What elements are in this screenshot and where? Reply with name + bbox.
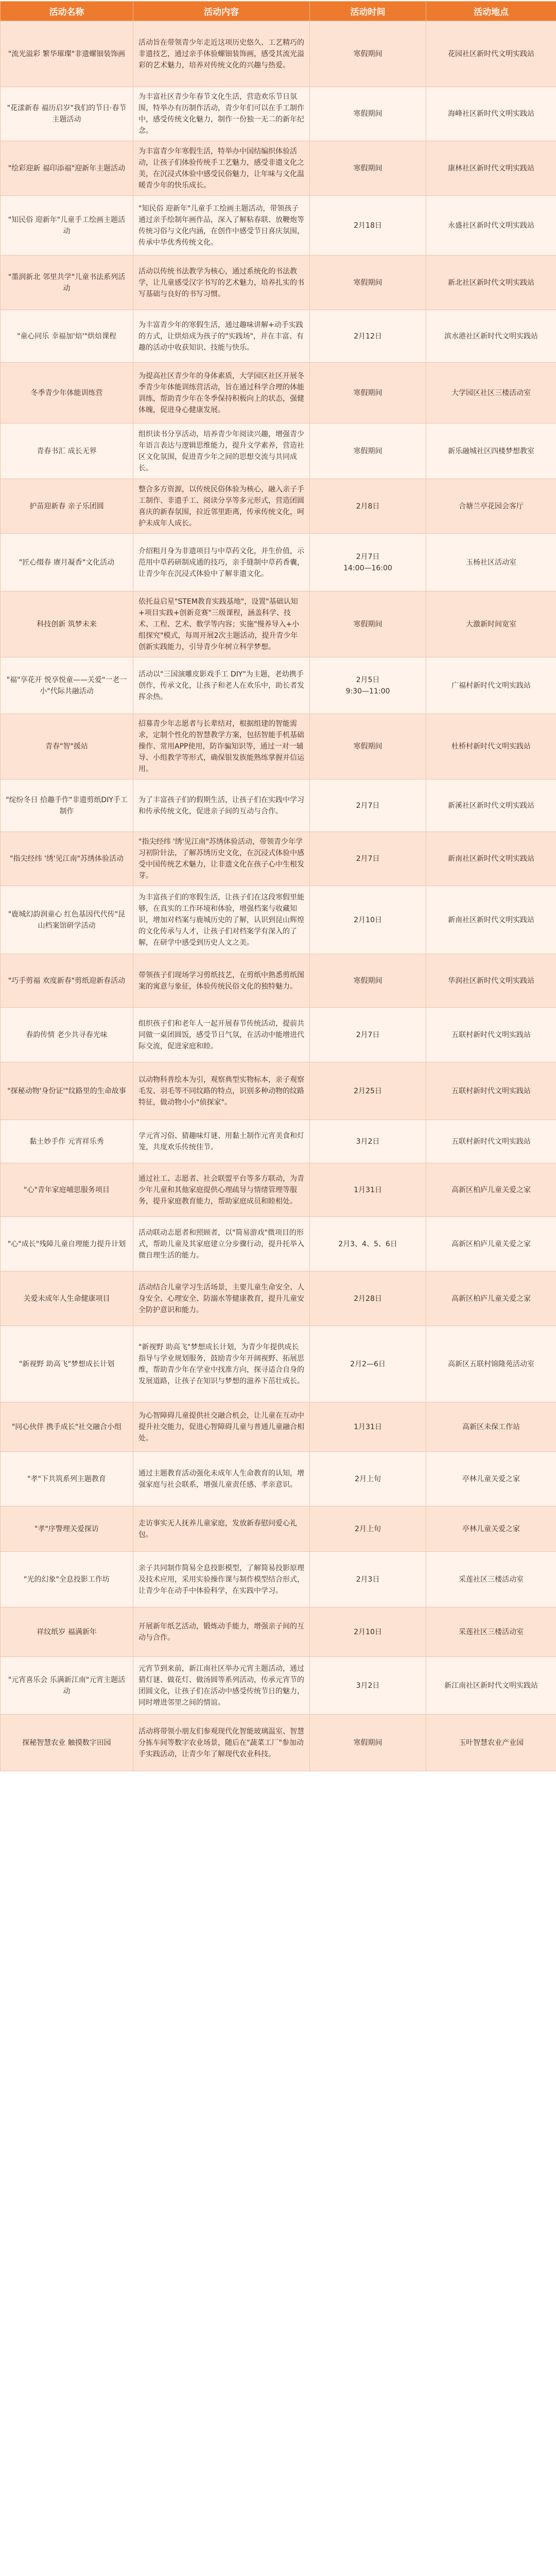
activity-place-cell: 花园社区新时代文明实践站 [426,21,556,87]
activity-time-cell: 2月上旬 [310,1452,426,1506]
activity-name-cell: "流光溢彩 繁华璀璨"非遗螺钿装饰画 [1,21,133,87]
table-row [1,954,556,1008]
table-row [1,363,556,423]
activity-place-cell: 新南社区新时代文明实践站 [426,886,556,954]
activity-name-cell: 探秘智慧农业 触摸数字田园 [1,1715,133,1771]
activity-time-cell: 2月18日 [310,196,426,256]
table-row [1,1452,556,1506]
activity-place-cell: 永盛社区新时代文明实践站 [426,196,556,256]
activity-time-cell: 2月7日 14:00—16:00 [310,534,426,591]
activity-content-cell: 元宵节到来前，新江南社区举办元宵主题活动，通过猜灯谜、做花灯、做汤圆等系列活动，传承元宵节的团圆文化，让孩子们在活动中感受传统节日的魅力，同时增进邻里之间的情谊。 [133,1657,310,1715]
activity-time-cell: 2月28日 [310,1272,426,1326]
activity-place-cell: 新溪社区新时代文明实践站 [426,779,556,832]
activity-name-cell: "巧手剪福 欢度新春"剪纸迎新春活动 [1,954,133,1008]
table-row [1,1062,556,1120]
table-row [1,1715,556,1771]
activity-name-cell: "花漾新春 福历启岁"我们的节日·春节主题活动 [1,87,133,141]
activity-time-cell: 3月2日 [310,1120,426,1163]
activity-time-cell: 寒假期间 [310,954,426,1008]
activity-content-cell: 以动物科普绘本为引，观察典型实物标本，亲子观察毛发、羽毛等不同纹路的特点，识别多种动物的纹路特征，做动物小小"侦探家"。 [133,1062,310,1120]
activity-place-cell: 玉叶智慧农业产业园 [426,1715,556,1771]
activity-content-cell: 活动联动志愿者和照顾者，以"简易游戏"微项目的形式，帮助儿童及其家庭建立分步骤行动，提升托举入微自理生活的能力。 [133,1217,310,1272]
activity-content-cell: 为丰富青少年寒假生活，特举办中国结编织体验活动，让孩子们体验传统手工艺魅力，感受非遗文化之美，在沉浸式体验中感受民俗魅力，让年味与文化温暖青少年的快乐成长。 [133,141,310,196]
activity-name-cell: "孝"序警理关爱探访 [1,1506,133,1552]
activity-name-cell: "心"成长"残障儿童自理能力提升计划 [1,1217,133,1272]
table-row [1,21,556,87]
table-row [1,479,556,534]
table-row [1,1008,556,1062]
activity-name-cell: "童心同乐 幸福加'焙'"烘焙课程 [1,310,133,363]
table-row [1,714,556,779]
activity-time-cell: 2月3、4、5、6日 [310,1217,426,1272]
activity-time-cell: 寒假期间 [310,256,426,310]
table-row [1,310,556,363]
activity-content-cell: 带领孩子们现场学习剪纸技艺，在剪纸中熟悉剪纸图案的寓意与象征，体验传统民俗文化的独特魅力。 [133,954,310,1008]
table-row [1,1607,556,1657]
activity-time-cell: 2月10日 [310,886,426,954]
activity-place-cell: 大学园区社区三楼活动室 [426,363,556,423]
activity-time-cell: 1月31日 [310,1402,426,1452]
activity-time-cell: 寒假期间 [310,591,426,657]
activity-name-cell: "新视野 助高飞"梦想成长计划 [1,1326,133,1402]
activity-content-cell: 整合多方资源，以传统民俗体验为核心，融入亲子手工制作、非遗手工、阅读分享等多元形式，营造团圆喜庆的新春氛围，拉近邻里距离，传承传统文化，呵护未成年人成长。 [133,479,310,534]
activity-time-cell: 2月10日 [310,1607,426,1657]
activity-place-cell: 康林社区新时代文明实践站 [426,141,556,196]
activity-content-cell: 活动将带领小朋友们参观现代化智能玻璃温室、智慧分拣车间等数字农业场景，随后在"蔬菜工厂"参加动手实践活动，让青少年了解现代农业科技。 [133,1715,310,1771]
activity-place-cell: 华润社区新时代文明实践站 [426,954,556,1008]
activity-time-cell: 1月31日 [310,1163,426,1217]
activity-time-cell: 寒假期间 [310,141,426,196]
activity-name-cell: "同心伙伴 携手成长"社交融合小组 [1,1402,133,1452]
activity-place-cell: 新江南社区新时代文明实践站 [426,1657,556,1715]
table-row [1,1217,556,1272]
activity-place-cell: 新北社区新时代文明实践站 [426,256,556,310]
activity-content-cell: 学元宵习俗、猜趣味灯谜、用黏土制作元宵美食和灯笼，共度欢乐传统佳节。 [133,1120,310,1163]
activity-content-cell: 招募青少年志愿者与长辈结对，根据组建的智能需求，定制个性化的智慧教学方案，包括智能手机基础操作、常用APP使用，防诈骗知识等，通过一对一辅导、小组教学等形式，确保银发族能熟练掌握并信运用。 [133,714,310,779]
activity-content-cell: 依托益启星"STEM教育实践基地"，设置"基础认知+项目实践+创新竞赛"三级课程，涵盖科学、技术、工程、艺术、数学等内容；实施"慢养导入+小组探究"模式，每周开展2次主题活动，提升青少年创新实践能力，引导青少年树立科学梦想。 [133,591,310,657]
activity-place-cell: 采莲社区三楼活动室 [426,1607,556,1657]
activity-time-cell: 2月上旬 [310,1506,426,1552]
activity-content-cell: 组织读书分享活动，培养青少年阅读兴趣，增强青少年语言表达与逻辑思维能力，提升文学素养，营造社区文化氛围，促进青少年之间的思想交流与共同成长。 [133,423,310,479]
activity-place-cell: 亭林儿童关爱之家 [426,1506,556,1552]
table-row [1,1402,556,1452]
activity-time-cell: 寒假期间 [310,363,426,423]
activity-place-cell: 五联村新时代文明实践站 [426,1120,556,1163]
activity-name-cell: 黏土妙手作 元宵祥乐秀 [1,1120,133,1163]
activity-content-cell: 为心智障碍儿童提供社交融合机会，让儿童在互动中提升社交能力，促进心智障碍儿童与普通儿童融合相处。 [133,1402,310,1452]
table-row [1,1657,556,1715]
table-row [1,591,556,657]
activity-content-cell: "知民俗 迎新年"儿童手工绘画主题活动，带领孩子通过亲手绘制年画作品，深入了解粘春联、放鞭炮等传统习俗与文化内涵，在创作中感受节日喜庆氛围，传承中华优秀传统文化。 [133,196,310,256]
activity-content-cell: 介绍粗月身为非遗项目与中草药文化，并生价值，示范用中草药研制成通的技巧，亲手缝制中草药香囊，让青少年在沉浸式体验中了解非遗文化。 [133,534,310,591]
activity-content-cell: 通过主题教育活动强化未成年人生命教育的认知，增强家庭与社会联系，增强儿童责任感、孝亲意识。 [133,1452,310,1506]
table-row [1,886,556,954]
table-row [1,423,556,479]
table-body [1,21,556,1771]
activity-content-cell: 为丰富社区青少年春节文化生活，营造欢乐节日氛围，特举办有历制作活动，青少年们可以在手工制作中，感受传统文化魅力，制作一份独一无二的新年纪念。 [133,87,310,141]
activity-place-cell: 新乐融城社区四楼梦想教室 [426,423,556,479]
activity-time-cell: 寒假期间 [310,87,426,141]
activity-content-cell: 活动以"三国演雕皮影戏手工 DIY"为主题，老幼携手创作，传承文化，让孩子和老人在欢乐中，助长者发挥余热。 [133,657,310,714]
activity-place-cell: 滨水港社区新时代文明实践站 [426,310,556,363]
activity-time-cell: 2月8日 [310,479,426,534]
activity-content-cell: 亲子共同制作简易全息投影模型，了解简易投影原理及技术应用，采用实验操作课与制作模型结合形式，让青少年在动手中体验科学，在实践中学习。 [133,1552,310,1607]
table-row [1,141,556,196]
activity-time-cell: 2月7日 [310,779,426,832]
activity-name-cell: "光的幻象"全息投影工作坊 [1,1552,133,1607]
activity-content-cell: 开展新年纸艺活动，锻炼动手能力，增强亲子间的互动与合作。 [133,1607,310,1657]
activity-name-cell: "心"青年家庭哺思服务项目 [1,1163,133,1217]
activity-name-cell: "孝"下共筑系列主题教育 [1,1452,133,1506]
activity-place-cell: 五联村新时代文明实践站 [426,1008,556,1062]
activity-name-cell: 青春"智"援站 [1,714,133,779]
activity-time-cell: 2月3日 [310,1552,426,1607]
activity-place-cell: 新南社区新时代文明实践站 [426,832,556,886]
activity-place-cell: 高新区柏庐儿童关爱之家 [426,1163,556,1217]
activity-name-cell: 科技创新 筑梦未来 [1,591,133,657]
activity-time-cell: 2月7日 [310,832,426,886]
table-row [1,87,556,141]
activity-content-cell: 走访事实无人抚养儿童家庭，发放新春慰问爱心礼包。 [133,1506,310,1552]
activity-place-cell: 玉杨社区活动室 [426,534,556,591]
activity-place-cell: 高新区未保工作站 [426,1402,556,1452]
activity-place-cell: 高新区五联村锦隆苑活动室 [426,1326,556,1402]
activity-content-cell: "指尖经纬 '绣'见江南"苏绣体验活动，带领青少年学习初阶针法，了解苏绣历史文化，在沉浸式体验中感受中国传统艺术魅力，让非遗文化在孩子心中生根发芽。 [133,832,310,886]
activity-place-cell: 海峰社区新时代文明实践站 [426,87,556,141]
header-activity-time: 活动时间 [310,2,426,21]
activity-time-cell: 寒假期间 [310,714,426,779]
activity-table [0,1,556,1771]
activity-name-cell: 青春书汇 成长无界 [1,423,133,479]
table-row [1,779,556,832]
activity-place-cell: 高新区柏庐儿童关爱之家 [426,1272,556,1326]
activity-place-cell: 杜桥村新时代文明实践站 [426,714,556,779]
table-row [1,657,556,714]
table-row [1,1552,556,1607]
table-row [1,1120,556,1163]
activity-content-cell: 活动结合儿童学习生活场景，主要儿童生命安全、人身安全、心理安全、防溺水等健康教育，提升儿童安全防护意识和能力。 [133,1272,310,1326]
activity-name-cell: 关爱未成年人生命健康项目 [1,1272,133,1326]
activity-place-cell: 亭林儿童关爱之家 [426,1452,556,1506]
table-row [1,534,556,591]
activity-content-cell: 活动旨在带领青少年走近这项历史悠久、工艺精巧的非遗技艺，通过亲手体验螺钿装饰画，感受其流光溢彩的艺术魅力，培养对传统文化的兴趣与热爱。 [133,21,310,87]
activity-time-cell: 2月7日 [310,1008,426,1062]
activity-content-cell: 组织孩子们和老年人一起开展春节传统活动，提前共同做一桌团圆饭，感受节日气氛，在活动中能增进代际交流，促进家庭和睦。 [133,1008,310,1062]
activity-place-cell: 采莲社区三楼活动室 [426,1552,556,1607]
activity-time-cell: 寒假期间 [310,423,426,479]
activity-name-cell: "探秘动物'身份证'"纹路里的生命故事 [1,1062,133,1120]
activity-name-cell: "墨润新北 邻里共学"儿童书法系列活动 [1,256,133,310]
activity-content-cell: 为了丰富孩子们的假期生活，让孩子们在实践中学习和传承传统文化，促进亲子间的互动与合作。 [133,779,310,832]
activity-content-cell: 为丰富孩子们的寒假生活，让孩子们在这段寒假里能够，在真实的工作环境和体验，增强档案与收藏知识，增加对档案与鹿城历史的了解，认识到昆山辉煌的文化传承与人才，让孩子们对档案学有深入的了解，在研学中感受到历史人文之美。 [133,886,310,954]
activity-place-cell: 合塘兰亭花园会客厅 [426,479,556,534]
header-activity-content: 活动内容 [133,2,310,21]
activity-name-cell: "鹿城幻韵润童心 红色基因代代传"昆山档案馆研学活动 [1,886,133,954]
activity-name-cell: 祥纹纸岁 福满新年 [1,1607,133,1657]
activity-time-cell: 2月5日 9:30—11:00 [310,657,426,714]
table-row [1,1272,556,1326]
table-row [1,1163,556,1217]
header-activity-name: 活动名称 [1,2,133,21]
activity-time-cell: 3月2日 [310,1657,426,1715]
activity-name-cell: "指尖经纬 '绣'见江南"苏绣体验活动 [1,832,133,886]
activity-place-cell: 大激新时间宽室 [426,591,556,657]
activity-place-cell: 高新区柏庐儿童关爱之家 [426,1217,556,1272]
activity-time-cell: 2月25日 [310,1062,426,1120]
table-header-row [1,2,556,21]
table-row [1,256,556,310]
activity-place-cell: 广福村新时代文明实践站 [426,657,556,714]
activity-place-cell: 五联村新时代文明实践站 [426,1062,556,1120]
table-row [1,832,556,886]
activity-name-cell: "知民俗 迎新年"儿童手工绘画主题活动 [1,196,133,256]
activity-name-cell: "福"享花开 悦享悦童——关爱"一老一小"代际共融活动 [1,657,133,714]
activity-name-cell: "元宵喜乐会 乐满新江南"元宵主题活动 [1,1657,133,1715]
activity-name-cell: "绘彩迎新 福印添福"迎新年主题活动 [1,141,133,196]
table-row [1,196,556,256]
activity-time-cell: 寒假期间 [310,21,426,87]
activity-content-cell: 通过社工、志愿者、社会联盟平台等多方联动，为青少年儿童和其他家庭提供心理疏导与情绪管理等服务，提升家庭教育能力，帮助家庭成员和睦相处。 [133,1163,310,1217]
activity-content-cell: 为提高社区青少年的身体素质，大学园区社区开展冬季青少年体能训练营活动，旨在通过科学合理的体能训练，帮助青少年在冬季保持积极向上的状态，强健体魄，促进身心健康发展。 [133,363,310,423]
table-row [1,1506,556,1552]
activity-content-cell: "新视野 助高飞"梦想成长计划，为青少年提供成长指导与学业规划服务，鼓励青少年开阔视野、拓展思维，帮助青少年在学业中找准方向，探寻适合自身的发展道路，让孩子在知识与梦想的滋养下茁壮成长。 [133,1326,310,1402]
activity-time-cell: 2月12日 [310,310,426,363]
activity-name-cell: "匠心缀春 赓月凝香"文化活动 [1,534,133,591]
table-row [1,1326,556,1402]
activity-name-cell: 冬季青少年体能训练营 [1,363,133,423]
activity-name-cell: 春韵传情 老少共寻春光味 [1,1008,133,1062]
activity-content-cell: 活动以传统书法教学为核心，通过系统化的书法教学，让儿童感受汉字书写的艺术魅力，培养扎实的书写基础与良好的书写习惯。 [133,256,310,310]
activity-time-cell: 2月2—6日 [310,1326,426,1402]
activity-name-cell: 护苗迎新春 亲子乐团圆 [1,479,133,534]
header-activity-place: 活动地点 [426,2,556,21]
activity-time-cell: 寒假期间 [310,1715,426,1771]
activity-name-cell: "绽纷冬日 拾趣手作"非遗剪纸DIY手工制作 [1,779,133,832]
activity-content-cell: 为丰富青少年的寒假生活，通过趣味讲解+动手实践的方式，让烘焙成为孩子的"实践场"，并在丰富、有趣的活动中收获知识、技能与快乐。 [133,310,310,363]
